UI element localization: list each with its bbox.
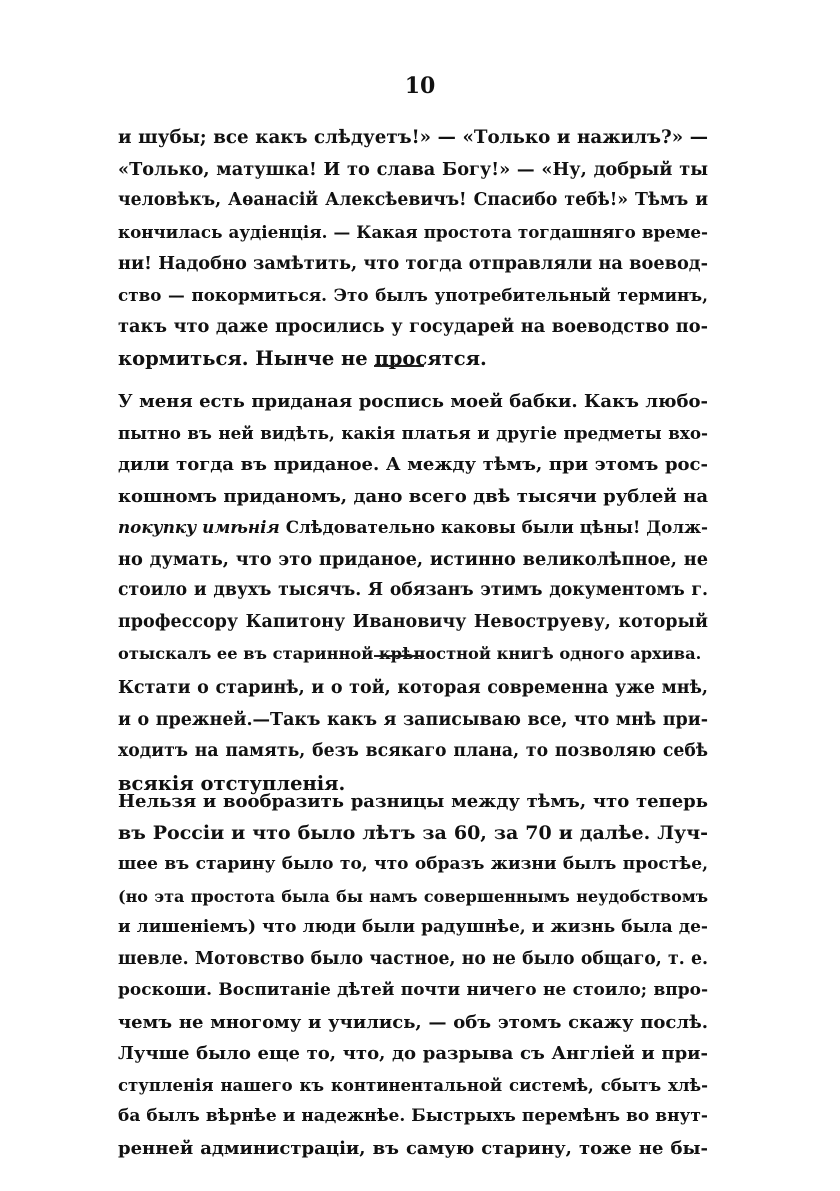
text-line: шее въ старину было то, что образъ жизни былъ простѣе,	[118, 854, 708, 874]
text-line: и шубы; все какъ слѣдуетъ!» — «Только и нажилъ?» —	[118, 127, 708, 148]
text-line: Нельзя и вообразить разницы между тѣмъ, что теперь	[118, 791, 708, 812]
text-line: чемъ не многому и учились, — объ этомъ скажу послѣ.	[118, 1011, 708, 1033]
text-line: ство — покормиться. Это былъ употребительный терминъ,	[118, 284, 708, 305]
text-line: шевле. Мотовство было частное, но не было общаго, т. е.	[118, 948, 708, 969]
text-line: ступленія нашего къ континентальной системѣ, сбытъ хлѣ-	[118, 1075, 708, 1095]
paragraph-1	[118, 122, 708, 374]
text-line: но думать, что это приданое, истинно великолѣпное, не	[118, 548, 708, 570]
text-line: кошномъ приданомъ, дано всего двѣ тысячи рублей на	[118, 485, 708, 507]
text-line: такъ что даже просились у государей на воеводство по-	[118, 316, 708, 337]
text-line: Кстати о старинѣ, и о той, которая современна уже мнѣ,	[118, 678, 708, 698]
text-line: стоило и двухъ тысячъ. Я обязанъ этимъ документомъ г.	[118, 580, 708, 600]
section-divider	[374, 365, 424, 367]
text-line: ба былъ вѣрнѣе и надежнѣе. Быстрыхъ перемѣнъ во внут-	[118, 1106, 708, 1126]
text-line: человѣкъ, Аѳанасій Алексѣевичъ! Спасибо тебѣ!» Тѣмъ и	[118, 190, 708, 210]
page-number: 10	[404, 73, 436, 99]
text-line: и о прежней.—Такъ какъ я записываю все, что мнѣ при-	[118, 709, 708, 730]
text-line-with-italic: покупку имѣнія Слѣдовательно каковы были цѣны! Долж-	[118, 517, 708, 537]
paragraph-3	[118, 673, 708, 799]
text-line: въ Россіи и что было лѣтъ за 60, за 70 и далѣе. Луч-	[118, 821, 708, 844]
text-line: кормиться. Нынче не просятся.	[118, 346, 487, 370]
text-line: всякія отступленія.	[118, 771, 346, 795]
section-divider	[374, 655, 424, 657]
text-line: (но эта простота была бы намъ совершеннымъ неудобствомъ	[118, 886, 708, 906]
italic-phrase: покупку имѣнія	[118, 517, 280, 537]
text-line: ходитъ на память, безъ всякаго плана, то позволяю себѣ	[118, 741, 708, 761]
text-line: и лишеніемъ) что люди были радушнѣе, и жизнь была де-	[118, 917, 708, 937]
text-line: ренней администраціи, въ самую старину, тоже не бы-	[118, 1137, 708, 1159]
text-line: отыскалъ ее въ старинной крѣпостной книгѣ одного архива.	[118, 644, 702, 663]
text-line: пытно въ ней видѣть, какія платья и другіе предметы вхо-	[118, 422, 708, 443]
text-line: ни! Надобно замѣтить, что тогда отправляли на воевод-	[118, 253, 708, 274]
text-line: У меня есть приданая роспись моей бабки. Какъ любо-	[118, 391, 708, 412]
paragraph-2	[118, 386, 708, 670]
text-line: дили тогда въ приданое. А между тѣмъ, при этомъ рос-	[118, 454, 708, 475]
text-line: кончилась аудіенція. — Какая простота тогдашняго време-	[118, 221, 708, 242]
text-line: Лучше было еще то, что, до разрыва съ Англіей и при-	[118, 1043, 708, 1064]
text-line: роскоши. Воспитаніе дѣтей почти ничего не стоило; впро-	[118, 980, 708, 1000]
paragraph-4	[118, 786, 708, 1164]
text-line: «Только, матушка! И то слава Богу!» — «Ну, добрый ты	[118, 158, 708, 180]
text-line: профессору Капитону Ивановичу Невоструеву, который	[118, 611, 708, 632]
